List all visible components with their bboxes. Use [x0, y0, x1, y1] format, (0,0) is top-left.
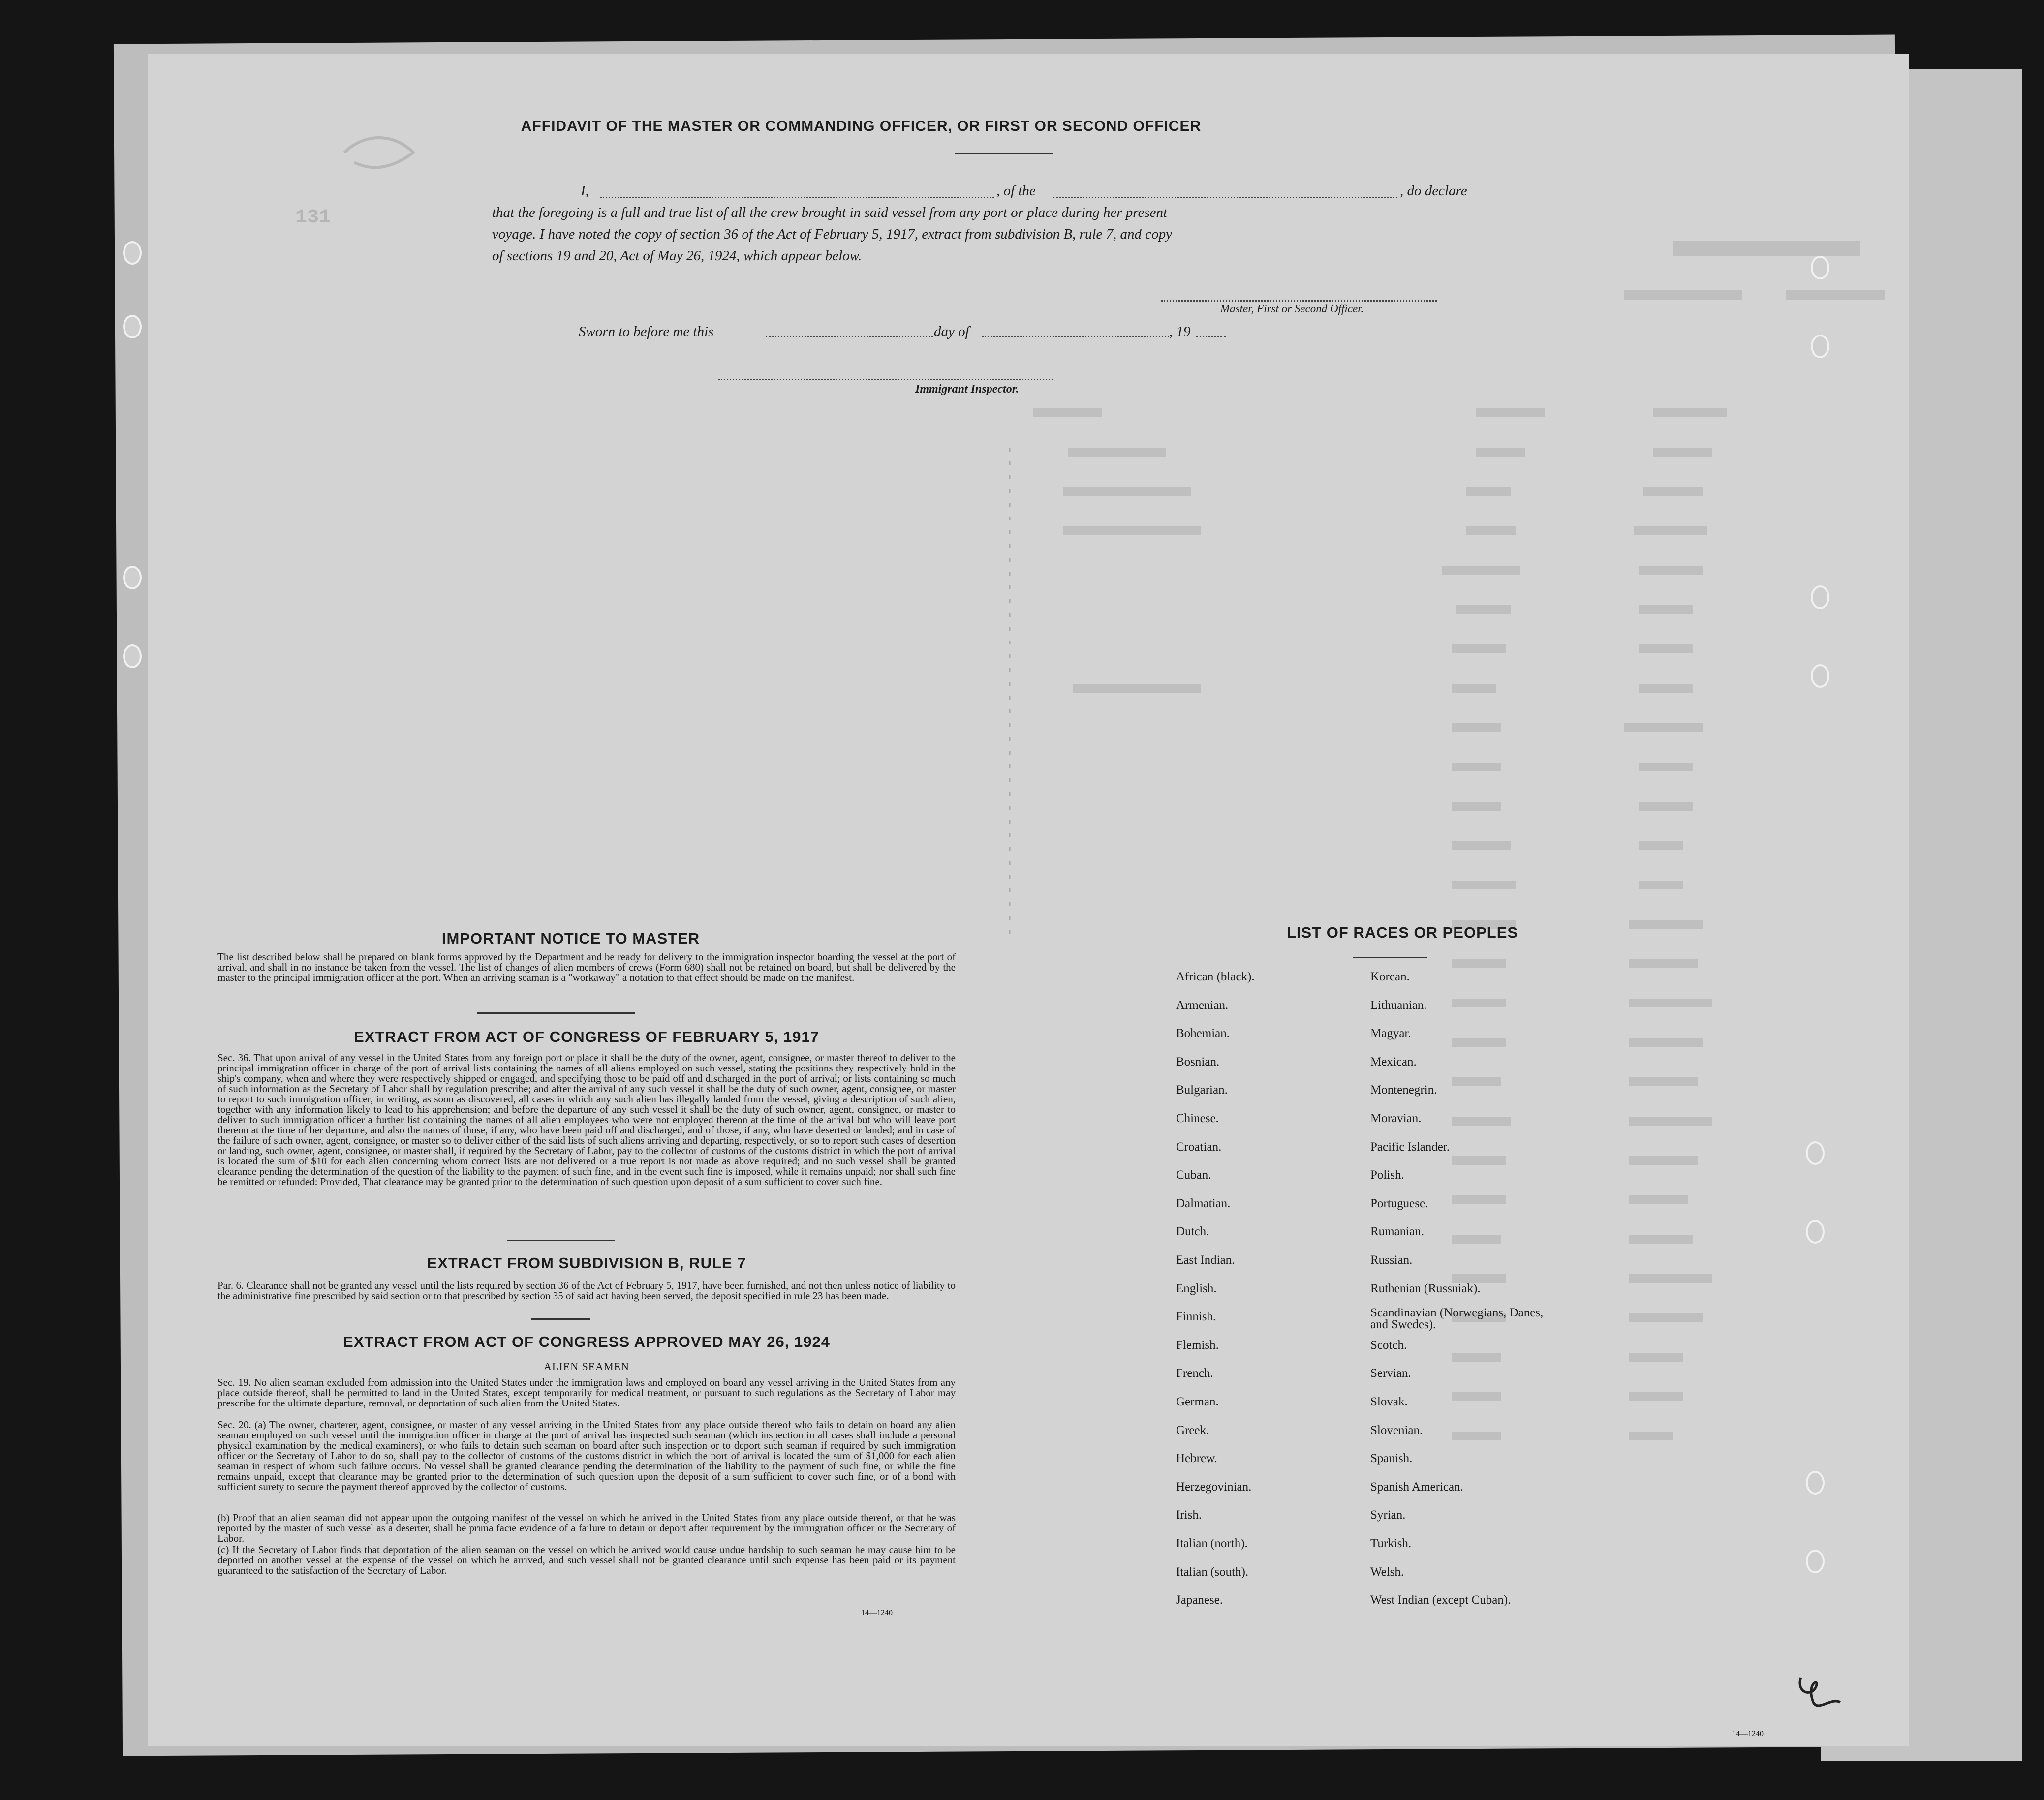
race-item: Pacific Islander. [1370, 1140, 1450, 1154]
form-number-footer: 14—1240 [1732, 1730, 1764, 1738]
race-item: Italian (north). [1176, 1537, 1248, 1550]
race-item: West Indian (except Cuban). [1370, 1593, 1511, 1607]
race-item: African (black). [1176, 970, 1255, 983]
race-item: Spanish American. [1370, 1480, 1463, 1494]
punch-hole [123, 644, 142, 668]
race-item: Turkish. [1370, 1537, 1412, 1550]
punch-hole [123, 315, 142, 338]
race-item: Herzegovinian. [1176, 1480, 1252, 1494]
race-item: Moravian. [1370, 1112, 1422, 1125]
document-page [148, 54, 1909, 1746]
master-signature-label: Master, First or Second Officer. [1220, 303, 1364, 315]
race-item: Japanese. [1176, 1593, 1223, 1607]
punch-hole [1811, 664, 1829, 688]
race-item: Italian (south). [1176, 1565, 1249, 1579]
race-item: Servian. [1370, 1367, 1411, 1380]
notice-title: IMPORTANT NOTICE TO MASTER [441, 930, 700, 947]
affidavit-line3: voyage. I have noted the copy of section 36 of the Act of February 5, 1917, extract from subdivision B, rule 7, and copy [492, 226, 1173, 242]
race-item: Hebrew. [1176, 1452, 1217, 1465]
race-item: Chinese. [1176, 1112, 1219, 1125]
race-item: Cuban. [1176, 1168, 1211, 1182]
master-name-field[interactable] [600, 187, 994, 198]
inspector-signature-field[interactable] [718, 369, 1053, 380]
race-item: Rumanian. [1370, 1225, 1425, 1239]
race-item: Slovenian. [1370, 1423, 1423, 1437]
form-number-left: 14—1240 [861, 1609, 893, 1617]
alien-seamen-subtitle: ALIEN SEAMEN [544, 1360, 629, 1373]
punch-hole [123, 241, 142, 265]
race-item: Scotch. [1370, 1338, 1407, 1352]
sec20c-body: (c) If the Secretary of Labor finds that deportation of the alien seaman on the vessel on which he arrived would cause undue hardship to such seaman he may cause him to be deported on another vessel at the expense of the vessel on which he arrived, and such vessel shall not be granted clearance until such expense has been paid or its payment guaranteed to the satisfaction of the Secretary of Labor. [217, 1544, 956, 1576]
race-item: Slovak. [1370, 1395, 1408, 1408]
race-item: Korean. [1370, 970, 1410, 983]
race-item: German. [1176, 1395, 1219, 1408]
race-item: Flemish. [1176, 1338, 1219, 1352]
punch-hole [1806, 1220, 1825, 1244]
day-of-text: day of [934, 324, 969, 339]
race-item: Spanish. [1370, 1452, 1413, 1465]
affidavit-line2: that the foregoing is a full and true list of all the crew brought in said vessel from any port or place during her present [492, 205, 1168, 220]
race-item: Irish. [1176, 1508, 1202, 1522]
affidavit-title-rule [955, 153, 1053, 154]
race-item: Croatian. [1176, 1140, 1222, 1154]
affidavit-of-the: , of the [996, 183, 1036, 199]
extract-1917-body: Sec. 36. That upon arrival of any vessel in the United States from any foreign port or place it shall be the duty of the owner, agent, consignee, or master thereof to deliver to the principal immigration officer in charge of the port of arrival lists containing the names of all aliens employed on such vessel, stating the positions they respectively hold in the ship's company, when and where they were respectively shipped or engaged, and specifying those to be paid off and discharged in the port of arrival; or lists containing so much of such information as the Secretary of Labor shall by regulation prescribe; and after the arrival of any such vessel it shall be the duty of such owner, agent, consignee, or master to report to such immigration officer, in writing, as soon as discovered, all cases in which any such alien has illegally landed from the vessel, giving a description of such alien, together with any information likely to lead to his apprehension; and before the departure of any such vessel it shall be the duty of such owner, agent, consignee, or master to deliver to such immigration officer a further list containing the names of all alien employees who were not employed thereon at the time of the arrival but who will leave port thereon at the time of her departure, and also the names of those, if any, who have been paid off and discharged, and of those, if any, who have deserted or landed; and in case of the failure of such owner, agent, consignee, or master so to deliver either of the said lists of such aliens arriving and departing, respectively, or so to report such cases of desertion or landing, such owner, agent, consignee, or master shall, if required by the Secretary of Labor, pay to the collector of customs of the customs district in which the port of arrival is located the sum of $10 for each alien concerning whom correct lists are not delivered or a true report is not made as above required; and no such vessel shall be granted clearance pending the determination of the question of the liability to the payment of such fine, and in the event such fine is imposed, while it remains unpaid; nor shall such fine be remitted or refunded: Provided, That clearance may be granted prior to the determination of such question upon deposit of a sum sufficient to cover such fine. [217, 1052, 956, 1188]
rule7-rule [531, 1318, 590, 1320]
extract-1924-title: EXTRACT FROM ACT OF CONGRESS APPROVED MAY 26, 1924 [343, 1333, 830, 1350]
sworn-year-field[interactable] [1196, 326, 1226, 337]
affidavit-line4: of sections 19 and 20, Act of May 26, 1924, which appear below. [492, 248, 862, 264]
race-item: Armenian. [1176, 998, 1229, 1012]
race-item: Mexican. [1370, 1055, 1417, 1068]
bleed-through-marks [148, 54, 1909, 1746]
race-item: Bosnian. [1176, 1055, 1220, 1068]
rule7-body: Par. 6. Clearance shall not be granted any vessel until the lists required by section 36 of the Act of February 5, 1917, have been furnished, and not then unless notice of liability to the administrative fine prescribed by said section or to that prescribed by section 35 of said act having been served, the deposit specified in rule 23 has been made. [217, 1280, 956, 1302]
race-item: English. [1176, 1281, 1217, 1295]
race-item: Bohemian. [1176, 1027, 1230, 1040]
punch-hole [123, 566, 142, 589]
race-item: East Indian. [1176, 1253, 1235, 1267]
affidavit-i: I, [581, 183, 589, 199]
notice-body: The list described below shall be prepared on blank forms approved by the Department and be ready for delivery to the immigration inspector boarding the vessel at the port of arrival, and shall in no instance be taken from the vessel. The list of changes of alien members of crews (Form 680) shall not be retained on board, but shall be delivered by the master to the principal immigration officer at the port. When an arriving seaman is a "workaway" a notation to that effect should be made on the manifest. [217, 951, 956, 983]
handwritten-mark [1791, 1668, 1850, 1717]
races-title: LIST OF RACES OR PEOPLES [1286, 924, 1518, 941]
race-item: Dalmatian. [1176, 1196, 1231, 1210]
sworn-month-field[interactable] [982, 326, 1169, 337]
sec20b-body: (b) Proof that an alien seaman did not appear upon the outgoing manifest of the vessel on which he arrived in the United States from any place outside thereof, or that he was reported by the master of such vessel as a deserter, shall be prima facie evidence of a failure to detain or deport after requirement by the immigration officer or the Secretary of Labor. [217, 1512, 956, 1544]
race-item: Bulgarian. [1176, 1083, 1228, 1097]
punch-hole [1811, 585, 1829, 609]
sworn-text: Sworn to before me this [579, 324, 714, 339]
race-item: Polish. [1370, 1168, 1404, 1182]
race-item: Syrian. [1370, 1508, 1406, 1522]
notice-rule [477, 1012, 635, 1014]
race-item: Montenegrin. [1370, 1083, 1437, 1097]
race-item: Lithuanian. [1370, 998, 1427, 1012]
vessel-name-field[interactable] [1053, 187, 1397, 198]
punch-hole [1806, 1471, 1825, 1495]
ghost-page-number: 131 [295, 207, 331, 229]
sworn-line [579, 324, 1268, 343]
race-item: Finnish. [1176, 1310, 1216, 1324]
punch-hole [1811, 335, 1829, 358]
punch-hole [1806, 1141, 1825, 1165]
race-item: Scandinavian (Norwegians, Danes, and Swedes). [1370, 1306, 1544, 1332]
punch-hole [1806, 1550, 1825, 1573]
sec20a-body: Sec. 20. (a) The owner, charterer, agent, consignee, or master of any vessel arriving in the United States from any place outside thereof who fails to detain on board any alien seaman employed on such vessel until the immigration officer in charge at the port of arrival has inspected such seaman (which inspection in all cases shall include a personal physical examination by the medical examiners), or who fails to detain such seaman on board after such inspection or to deport such seaman if required by such immigration officer or the Secretary of Labor to do so, shall pay to the collector of customs of the customs district in which the port of arrival is located the sum of $1,000 for each alien seaman in respect of whom such failure occurs. No vessel shall be granted clearance pending the determination of the liability to the payment of such fine, or while the fine remains unpaid, except that clearance may be granted prior to the determination of such question upon the deposit of a sum sufficient to cover such fine, or of a bond with sufficient surety to secure the payment thereof approved by the collector of customs. [217, 1419, 956, 1493]
sec19-body: Sec. 19. No alien seaman excluded from admission into the United States under the immigration laws and employed on board any vessel arriving in the United States from any place outside thereof, shall be permitted to land in the United States, except temporarily for medical treatment, or pursuant to such regulations as the Secretary of Labor may prescribe for the ultimate departure, removal, or deportation of such alien from the United States. [217, 1376, 956, 1409]
year-text: , 19 [1169, 324, 1191, 339]
race-item: Greek. [1176, 1423, 1209, 1437]
handwritten-mark-faint [335, 123, 433, 182]
races-title-rule [1353, 957, 1427, 958]
extract-1917-rule [507, 1240, 615, 1241]
race-item: French. [1176, 1367, 1213, 1380]
master-signature-field[interactable] [1161, 290, 1437, 302]
extract-1917-title: EXTRACT FROM ACT OF CONGRESS OF FEBRUARY 5, 1917 [354, 1028, 819, 1045]
race-item: Portuguese. [1370, 1196, 1428, 1210]
punch-hole [1811, 256, 1829, 279]
race-item: Welsh. [1370, 1565, 1404, 1579]
race-item: Magyar. [1370, 1027, 1411, 1040]
inspector-label: Immigrant Inspector. [915, 383, 1019, 396]
race-item: Ruthenian (Russniak). [1370, 1281, 1481, 1295]
race-item: Russian. [1370, 1253, 1413, 1267]
rule7-title: EXTRACT FROM SUBDIVISION B, RULE 7 [427, 1254, 746, 1272]
race-item: Dutch. [1176, 1225, 1209, 1239]
affidavit-line1 [581, 183, 1634, 203]
affidavit-declare: , do declare [1400, 183, 1467, 199]
sworn-day-field[interactable] [766, 326, 933, 337]
affidavit-title: AFFIDAVIT OF THE MASTER OR COMMANDING OFFICER, OR FIRST OR SECOND OFFICER [521, 118, 1202, 134]
